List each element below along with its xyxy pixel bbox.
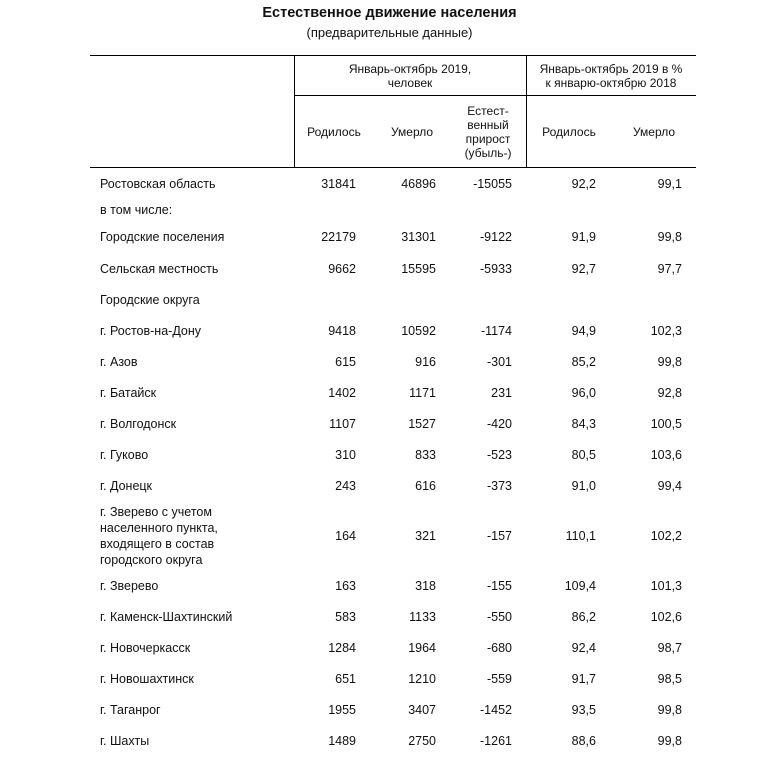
row-name: г. Азов bbox=[100, 354, 138, 369]
table-row bbox=[90, 601, 696, 632]
cell-born: 9662 bbox=[328, 261, 356, 276]
row-name: г. Шахты bbox=[100, 733, 150, 748]
cell-born: 583 bbox=[335, 609, 356, 624]
cell-growth: -157 bbox=[486, 528, 512, 543]
header-col-natural-growth: Естест- венный прирост (убыль-) bbox=[464, 104, 512, 160]
cell-died: 616 bbox=[415, 478, 436, 493]
cell-born-percent: 92,4 bbox=[571, 640, 596, 655]
cell-born-percent: 91,7 bbox=[571, 671, 596, 686]
cell-died: 1171 bbox=[409, 385, 436, 400]
row-name: г. Каменск-Шахтинский bbox=[100, 609, 233, 624]
cell-died-percent: 103,6 bbox=[650, 447, 682, 462]
document-subtitle: (предварительные данные) bbox=[306, 25, 473, 40]
cell-died-percent: 100,5 bbox=[650, 416, 682, 431]
cell-born-percent: 109,4 bbox=[564, 578, 596, 593]
row-name: г. Волгодонск bbox=[100, 416, 177, 431]
cell-born: 1402 bbox=[328, 385, 356, 400]
cell-born: 163 bbox=[335, 578, 356, 593]
cell-died-percent: 98,7 bbox=[657, 640, 682, 655]
header-group-absolute: Январь-октябрь 2019, человек bbox=[348, 62, 472, 90]
row-name: г. Донецк bbox=[100, 478, 153, 493]
row-name: г. Новошахтинск bbox=[100, 671, 194, 686]
cell-born: 1107 bbox=[329, 416, 356, 431]
table-row bbox=[90, 346, 696, 377]
table-row bbox=[90, 694, 696, 725]
cell-died-percent: 99,8 bbox=[657, 229, 682, 244]
cell-growth: -15055 bbox=[473, 176, 512, 191]
cell-died: 3407 bbox=[408, 702, 436, 717]
table-row bbox=[90, 501, 696, 570]
cell-died: 2750 bbox=[408, 733, 436, 748]
cell-died: 318 bbox=[415, 578, 436, 593]
row-name: г. Новочеркасск bbox=[100, 640, 191, 655]
cell-died-percent: 99,8 bbox=[657, 702, 682, 717]
table-row bbox=[90, 284, 696, 315]
table-body bbox=[90, 168, 696, 756]
cell-born-percent: 110,1 bbox=[565, 528, 596, 543]
cell-born: 31841 bbox=[321, 176, 356, 191]
cell-died-percent: 102,3 bbox=[650, 323, 682, 338]
table-row bbox=[90, 220, 696, 253]
cell-born-percent: 91,9 bbox=[571, 229, 596, 244]
cell-born-percent: 84,3 bbox=[571, 416, 596, 431]
cell-born: 1955 bbox=[328, 702, 356, 717]
cell-died-percent: 102,2 bbox=[650, 528, 682, 543]
cell-born-percent: 85,2 bbox=[571, 354, 596, 369]
cell-died: 1964 bbox=[408, 640, 436, 655]
cell-died-percent: 99,8 bbox=[657, 354, 682, 369]
cell-growth: -5933 bbox=[480, 261, 512, 276]
row-name: г. Гуково bbox=[100, 447, 149, 462]
cell-growth: 231 bbox=[491, 385, 512, 400]
cell-born: 22179 bbox=[321, 229, 356, 244]
cell-growth: -420 bbox=[486, 416, 512, 431]
table-header bbox=[90, 55, 696, 168]
cell-died-percent: 98,5 bbox=[657, 671, 682, 686]
row-name: г. Ростов-на-Дону bbox=[100, 323, 202, 338]
cell-born: 1284 bbox=[328, 640, 356, 655]
document-title: Естественное движение населения bbox=[262, 5, 517, 21]
cell-died-percent: 97,7 bbox=[657, 261, 682, 276]
row-name: г. Зверево bbox=[100, 578, 159, 593]
cell-born: 651 bbox=[335, 671, 356, 686]
row-name: Городские округа bbox=[100, 292, 200, 307]
cell-died: 46896 bbox=[401, 176, 436, 191]
cell-died: 31301 bbox=[401, 229, 436, 244]
cell-died: 10592 bbox=[401, 323, 436, 338]
cell-died: 15595 bbox=[401, 261, 436, 276]
cell-born-percent: 96,0 bbox=[571, 385, 596, 400]
cell-growth: -559 bbox=[486, 671, 512, 686]
header-col-died: Умерло bbox=[390, 125, 434, 139]
cell-died-percent: 99,1 bbox=[657, 176, 682, 191]
row-name: г. Батайск bbox=[100, 385, 157, 400]
cell-born-percent: 94,9 bbox=[571, 323, 596, 338]
cell-growth: -550 bbox=[486, 609, 512, 624]
row-name: г. Зверево с учетом населенного пункта, входящего в состав городского округа bbox=[100, 504, 218, 567]
table-row bbox=[90, 253, 696, 284]
row-name: г. Таганрог bbox=[100, 702, 161, 717]
table-row bbox=[90, 470, 696, 501]
table-row bbox=[90, 570, 696, 601]
cell-growth: -1261 bbox=[480, 733, 512, 748]
cell-died: 1133 bbox=[409, 609, 436, 624]
cell-born-percent: 92,2 bbox=[571, 176, 596, 191]
cell-born-percent: 92,7 bbox=[571, 261, 596, 276]
table-row bbox=[90, 725, 696, 756]
title-block bbox=[0, 4, 779, 42]
table-row bbox=[90, 408, 696, 439]
table-row bbox=[90, 377, 696, 408]
cell-growth: -523 bbox=[486, 447, 512, 462]
row-name: Сельская местность bbox=[100, 261, 219, 276]
cell-died-percent: 99,8 bbox=[657, 733, 682, 748]
row-name: Городские поселения bbox=[100, 229, 225, 244]
cell-growth: -301 bbox=[486, 354, 512, 369]
header-col-born: Родилось bbox=[307, 125, 361, 139]
cell-born: 310 bbox=[335, 447, 356, 462]
header-col-born-percent: Родилось bbox=[542, 125, 596, 139]
table-row bbox=[90, 168, 696, 199]
header-col-died-percent: Умерло bbox=[632, 125, 676, 139]
cell-growth: -1174 bbox=[480, 323, 512, 338]
cell-born-percent: 88,6 bbox=[571, 733, 596, 748]
cell-died-percent: 101,3 bbox=[650, 578, 682, 593]
cell-died: 1210 bbox=[408, 671, 436, 686]
header-group-percent: Январь-октябрь 2019 в % к январю-октябрю 2018 bbox=[539, 62, 683, 90]
cell-died: 1527 bbox=[408, 416, 436, 431]
cell-died-percent: 92,8 bbox=[657, 385, 682, 400]
cell-died: 916 bbox=[415, 354, 436, 369]
cell-born: 1489 bbox=[328, 733, 356, 748]
row-name: Ростовская область bbox=[100, 176, 216, 191]
cell-born-percent: 91,0 bbox=[571, 478, 596, 493]
table-row bbox=[90, 199, 696, 220]
cell-born-percent: 86,2 bbox=[571, 609, 596, 624]
cell-born-percent: 93,5 bbox=[571, 702, 596, 717]
table-row bbox=[90, 315, 696, 346]
cell-growth: -680 bbox=[486, 640, 512, 655]
cell-born: 243 bbox=[335, 478, 356, 493]
cell-born: 9418 bbox=[328, 323, 356, 338]
cell-died: 833 bbox=[415, 447, 436, 462]
cell-died-percent: 102,6 bbox=[650, 609, 682, 624]
cell-growth: -9122 bbox=[480, 229, 512, 244]
cell-born: 164 bbox=[335, 528, 356, 543]
cell-growth: -1452 bbox=[480, 702, 512, 717]
cell-growth: -155 bbox=[486, 578, 512, 593]
table-row bbox=[90, 632, 696, 663]
row-name: в том числе: bbox=[100, 202, 173, 217]
cell-born-percent: 80,5 bbox=[571, 447, 596, 462]
cell-born: 615 bbox=[335, 354, 356, 369]
cell-died: 321 bbox=[415, 528, 436, 543]
cell-growth: -373 bbox=[486, 478, 512, 493]
cell-died-percent: 99,4 bbox=[657, 478, 682, 493]
table-row bbox=[90, 663, 696, 694]
table-row bbox=[90, 439, 696, 470]
